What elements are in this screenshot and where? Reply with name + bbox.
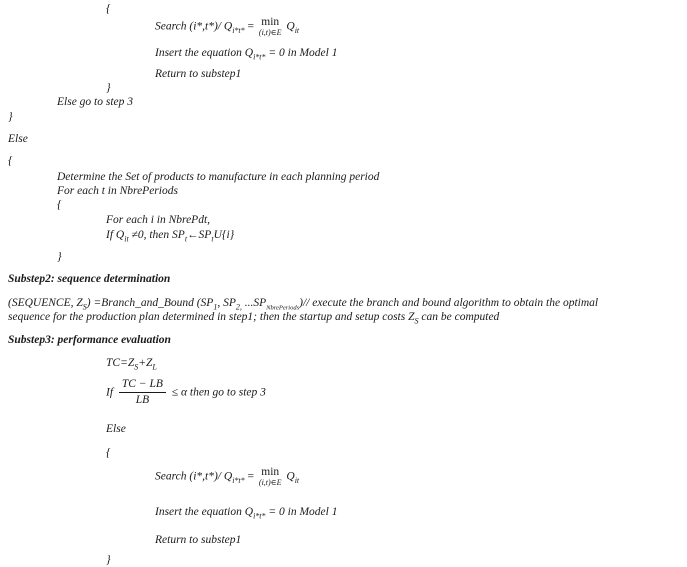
search-text: Search (i*,t*)/ — [155, 20, 222, 33]
q-subscript: i*t* — [232, 25, 245, 35]
insert-step-2: Insert the equation $Q_{i*t*} = 0$ in Model 1 — [155, 506, 338, 521]
if-ratio-line — [106, 377, 266, 408]
q-symbol: Q — [244, 47, 254, 59]
open-brace: { — [106, 447, 111, 459]
insert-suffix: = 0 in Model 1 — [268, 47, 338, 59]
insert-text: Insert the equation — [155, 47, 242, 59]
if-suffix: ≤ α then go to step 3 — [171, 386, 266, 399]
q-symbol: Q — [286, 20, 295, 33]
q-subscript: it — [294, 25, 300, 35]
if-label: If — [106, 386, 114, 399]
else-line: Else — [106, 423, 126, 435]
open-brace: { — [106, 3, 111, 15]
q-symbol: Q — [223, 20, 233, 33]
sequence-line-1: (SEQUENCE, $Z_S$) =Branch_and_Bound ($SP_1$, $SP_{2,}$ $...SP_{NbrePeriods})//$ execute the branch and bound algorithm to obtain the optimal — [8, 297, 599, 312]
substep2-heading: Substep2: sequence determination — [8, 273, 171, 285]
min-operator: min (i,t)∈E — [258, 466, 282, 487]
ratio-fraction — [119, 377, 166, 408]
open-brace: { — [8, 155, 13, 167]
fraction-numerator: TC − LB — [119, 377, 166, 393]
if-update-line: If $Q_{it} \ne 0$, then $SP_t\leftarrow SP_tU\{i\}$ — [106, 229, 235, 244]
equals-sign: = — [247, 20, 255, 33]
for-each-i-line: For each i in NbrePdt, — [106, 214, 211, 226]
return-step-1: Return to substep1 — [155, 68, 242, 80]
close-brace: } — [8, 111, 13, 123]
min-operator: min (i,t)∈E — [258, 16, 282, 37]
close-brace: } — [106, 554, 111, 566]
close-brace: } — [106, 82, 111, 94]
q-subscript: i*t* — [253, 52, 266, 62]
sequence-line-2: sequence for the production plan determined in step1; then the startup and setup costs $Z_S$ can be computed — [8, 311, 500, 326]
else-line: Else — [8, 133, 28, 145]
open-brace: { — [57, 199, 62, 211]
for-each-t-line: For each t in NbrePeriods — [57, 185, 178, 197]
fraction-denominator: LB — [135, 394, 150, 406]
search-step-2: Search (i*,t*)/ $Q_{i*t*}$ = min (i,t)∈E $Q_{it}$ — [155, 466, 300, 487]
insert-step-1 — [155, 46, 337, 60]
return-step-2: Return to substep1 — [155, 534, 242, 546]
search-step-1 — [155, 17, 299, 37]
close-brace: } — [57, 251, 62, 263]
total-cost-line: $TC=Z_S+Z_L$ — [106, 357, 157, 372]
substep3-heading: Substep3: performance evaluation — [8, 334, 171, 346]
else-goto-line: Else go to step 3 — [57, 96, 134, 108]
determine-line: Determine the Set of products to manufacture in each planning period — [57, 171, 380, 183]
